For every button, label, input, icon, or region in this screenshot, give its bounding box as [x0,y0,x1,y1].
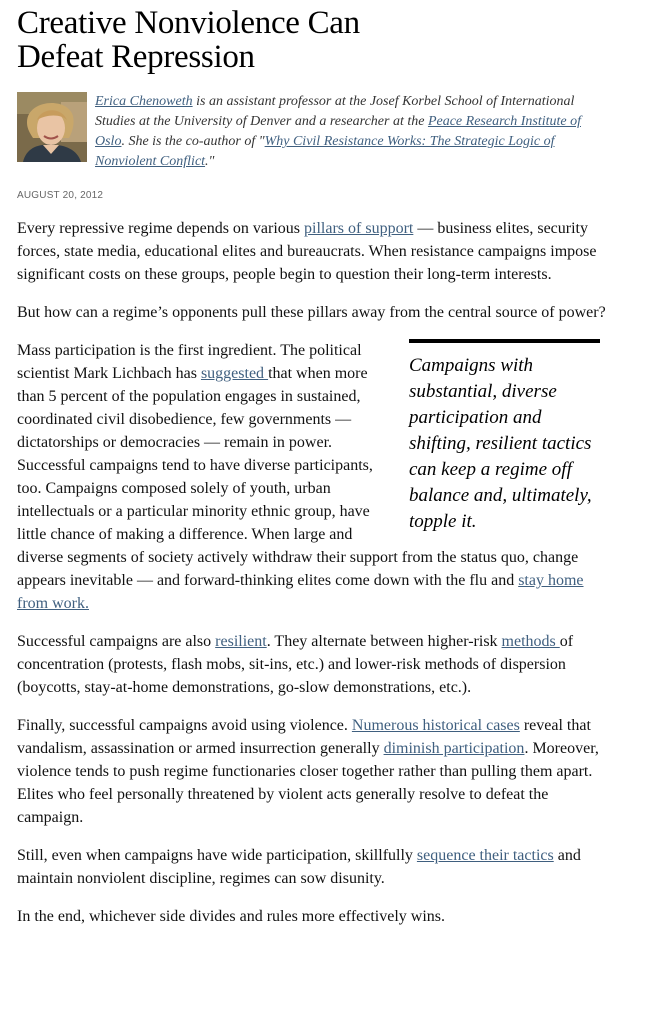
text: Still, even when campaigns have wide participation, skillfully [17,847,417,864]
title-line-1: Creative Nonviolence Can [17,5,360,41]
pull-quote: Campaigns with substantial, diverse participation and shifting, resilient tactics can keep a regime off balance and, ultimately, topple it. [409,339,600,535]
diminish-participation-link[interactable]: diminish participation [383,740,525,757]
sequence-tactics-link[interactable]: sequence their tactics [416,847,554,864]
text: of concentration (protests, flash mobs, sit-ins, etc.) and lower-risk methods of dispersion (boycotts, stay-at-home demonstrations, go-slow demonstrations, etc.). [17,633,574,696]
author-byline [17,92,617,168]
paragraph [17,844,617,890]
author-bio [95,92,595,172]
title-line-2: Defeat Repression [17,39,255,75]
text: Every repressive regime depends on various [17,220,305,237]
suggested-link[interactable]: suggested [200,365,269,382]
article-title [17,6,617,74]
bio-text-3: ." [205,154,215,169]
text: . They alternate between higher-risk [266,633,502,650]
stay-home-link[interactable]: stay home from work. [17,572,584,612]
text: . Moreover, violence tends to push regime functionaries closer together rather than pulling them apart. Elites who feel personally threatened by violent acts generally resolve to defeat the campaign. [17,740,599,826]
author-link[interactable]: Erica Chenoweth [95,94,193,109]
methods-link[interactable]: methods [501,633,560,650]
text: Finally, successful campaigns avoid using violence. [17,717,352,734]
article [17,6,617,943]
paragraph: In the end, whichever side divides and rules more effectively wins. [17,908,446,925]
institute-link[interactable]: Peace Research Institute of Oslo [95,114,581,149]
paragraph: But how can a regime’s opponents pull these pillars away from the central source of power? [17,304,606,321]
paragraph [17,339,617,615]
bio-text-2: . She is the co-author of " [121,134,265,149]
text: Successful campaigns are also [17,633,216,650]
paragraph [17,217,617,286]
text: that when more than 5 percent of the population engages in sustained, coordinated civil disobedience, few governments — dictatorships or democracies — remain in power. Successful campaigns tend to have diverse participants, too. Campaigns composed solely of youth, urban intellectuals or a particular minority ethnic group, have little chance of making a difference. When large and diverse segments of society actively withdraw their support from the status quo, change appears inevitable — and forward-thinking elites come down with the flu and [17,365,579,589]
paragraph [17,714,617,829]
book-link[interactable]: Why Civil Resistance Works: The Strategic Logic of Nonviolent Conflict [95,134,555,169]
paragraph [17,630,617,699]
text: reveal that vandalism, assassination or armed insurrection generally [17,717,591,757]
historical-cases-link[interactable]: Numerous historical cases [351,717,520,734]
text: and maintain nonviolent discipline, regimes can sow disunity. [17,847,581,887]
text: — business elites, security forces, state media, educational elites and bureaucrats. When resistance campaigns impose significant costs on these groups, people begin to question their long-term interests. [17,220,597,283]
pillars-link[interactable]: pillars of support [304,220,414,237]
bio-text-1: is an assistant professor at the Josef Korbel School of International Studies at the University of Denver and a researcher at the [95,94,575,129]
article-body [17,217,617,928]
author-photo [17,92,87,162]
resilient-link[interactable]: resilient [215,633,267,650]
publish-date: AUGUST 20, 2012 [17,190,104,201]
text: Mass participation is the first ingredient. The political scientist Mark Lichbach has [17,342,362,382]
